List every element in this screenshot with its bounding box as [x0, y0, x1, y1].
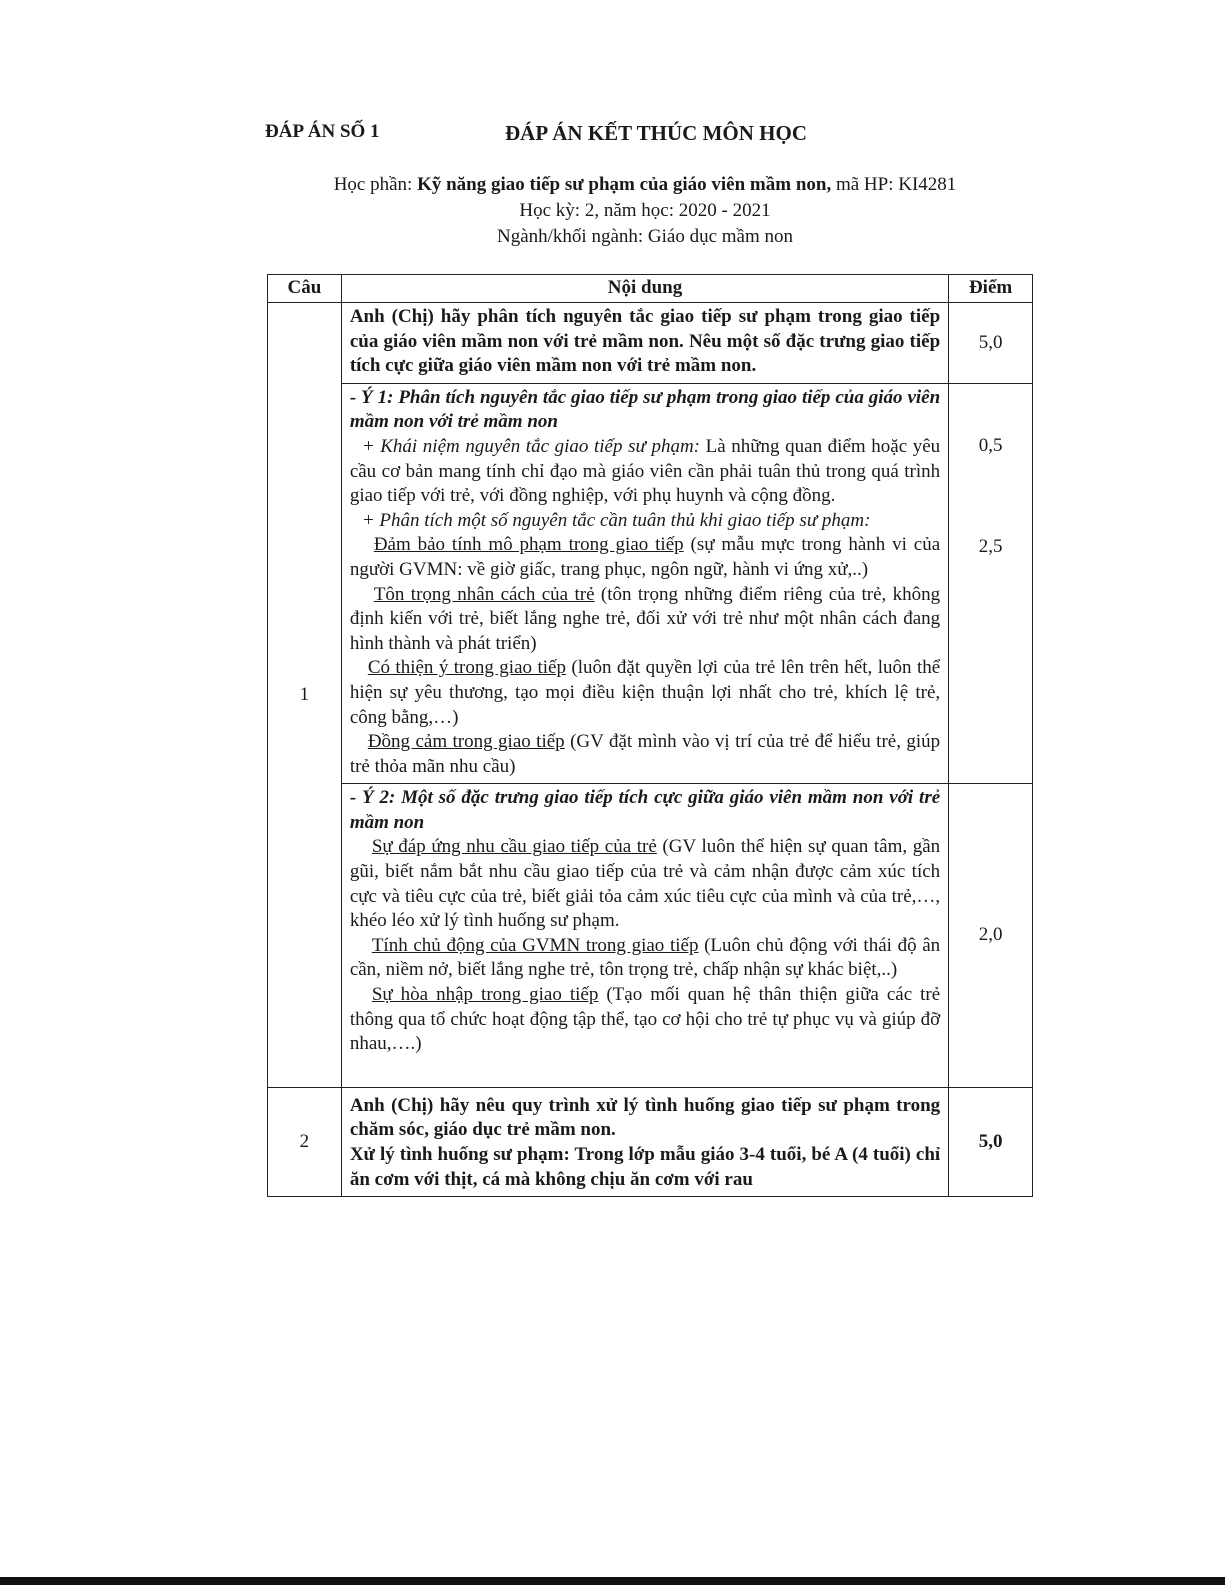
- analysis-points: 2,5: [978, 536, 1003, 558]
- trait-head: Sự đáp ứng nhu cầu giao tiếp của trẻ: [371, 836, 657, 858]
- table-row: [268, 303, 1033, 384]
- trait-body: (Luôn chủ động với thái độ ân cần, niềm nở, biết lắng nghe trẻ, tôn trọng trẻ, chấp nhận sự khác biệt,..): [349, 934, 941, 981]
- table-row: [268, 1087, 1033, 1196]
- analysis-label: + Phân tích một số nguyên tắc cần tuân thủ khi giao tiếp sư phạm:: [361, 509, 871, 531]
- major-line: Ngành/khối ngành: Giáo dục mầm non: [496, 226, 794, 247]
- question-number: 2: [268, 1087, 342, 1196]
- concept-points: 0,5: [978, 434, 1003, 456]
- question-2-cell: [341, 1087, 948, 1196]
- principle-head: Tôn trọng nhân cách của trẻ: [373, 583, 595, 605]
- header-noi-dung: Nội dung: [341, 275, 948, 303]
- part-2-title: - Ý 2: Một số đặc trưng giao tiếp tích cực giữa giáo viên mầm non với trẻ mầm non: [349, 787, 941, 833]
- list-item: [350, 983, 940, 1057]
- question-2-points: 5,0: [949, 1087, 1033, 1196]
- answer-table: [267, 274, 1033, 1197]
- table-row: [268, 784, 1033, 1088]
- table-header-row: [268, 275, 1033, 303]
- list-item: [350, 835, 940, 933]
- course-line: [270, 174, 1020, 196]
- part-1-points: [949, 383, 1033, 784]
- list-item: [350, 656, 940, 730]
- trait-head: Sự hòa nhập trong giao tiếp: [371, 984, 599, 1006]
- trait-head: Tính chủ động của GVMN trong giao tiếp: [371, 934, 699, 956]
- course-code: mã HP: KI4281: [831, 174, 957, 195]
- header-diem: Điểm: [949, 275, 1033, 303]
- list-item: [350, 533, 940, 582]
- principle-head: Có thiện ý trong giao tiếp: [367, 657, 566, 679]
- question-2-text: Anh (Chị) hãy nêu quy trình xử lý tình huống giao tiếp sư phạm trong chăm sóc, giáo dục trẻ mầm non.: [349, 1094, 941, 1141]
- scan-edge-line: [0, 1577, 1225, 1585]
- document-title: ĐÁP ÁN KẾT THÚC MÔN HỌC: [505, 121, 807, 145]
- concept-text: Là những quan điểm hoặc yêu cầu cơ bản mang tính chỉ đạo mà giáo viên cần phải tuân thủ trong quá trình giao tiếp với trẻ, với đồng nghiệp, với phụ huynh và cộng đồng.: [349, 435, 941, 507]
- semester-line: Học kỳ: 2, năm học: 2020 - 2021: [519, 200, 771, 221]
- principle-body: (GV đặt mình vào vị trí của trẻ để hiểu trẻ, giúp trẻ thỏa mãn nhu cầu): [349, 731, 941, 777]
- concept-paragraph: [350, 435, 940, 509]
- list-item: [350, 934, 940, 983]
- principle-head: Đồng cảm trong giao tiếp: [367, 731, 565, 753]
- trait-body: (Tạo mối quan hệ thân thiện giữa các trẻ thông qua tổ chức hoạt động tập thể, tạo cơ hội cho trẻ tự phục vụ và giúp đỡ nhau,….): [349, 984, 941, 1055]
- course-name: Kỹ năng giao tiếp sư phạm của giáo viên mầm non,: [417, 174, 832, 195]
- header-cau: Câu: [268, 275, 342, 303]
- course-prefix: Học phần:: [333, 174, 418, 195]
- principle-body: (tôn trọng những điểm riêng của trẻ, không định kiến với trẻ, biết lắng nghe trẻ, đối xử với trẻ như một nhân cách đang hình thành và phát triển): [349, 583, 941, 654]
- table-row: [268, 383, 1033, 784]
- question-points: 5,0: [949, 303, 1033, 384]
- principle-body: (sự mẫu mực trong hành vi của người GVMN: về giờ giấc, trang phục, ngôn ngữ, hành vi ứng xử,..): [349, 534, 941, 580]
- answer-part-1: [341, 383, 948, 784]
- list-item: [350, 583, 940, 657]
- concept-label: + Khái niệm nguyên tắc giao tiếp sư phạm:: [361, 435, 700, 457]
- trait-body: (GV luôn thể hiện sự quan tâm, gần gũi, biết nắm bắt nhu cầu giao tiếp của trẻ và cảm nhận được cảm xúc tích cực và tiêu cực của trẻ, biết giải tỏa cảm xúc tiêu cực của mình và của trẻ,…, khéo léo xử lý tình huống sư phạm.: [349, 836, 941, 932]
- question-number: 1: [268, 303, 342, 1088]
- principle-head: Đảm bảo tính mô phạm trong giao tiếp: [373, 534, 684, 556]
- list-item: [350, 730, 940, 779]
- question-2-situation: Xử lý tình huống sư phạm: Trong lớp mẫu giáo 3-4 tuổi, bé A (4 tuổi) chỉ ăn cơm với thịt, cá mà không chịu ăn cơm với rau: [349, 1144, 941, 1190]
- question-text: Anh (Chị) hãy phân tích nguyên tắc giao tiếp sư phạm trong giao tiếp của giáo viên mầm non với trẻ mầm non. Nêu một số đặc trưng giao tiếp tích cực giữa giáo viên mầm non với trẻ mầm non.: [341, 303, 948, 384]
- part-2-points: 2,0: [949, 784, 1033, 1088]
- principle-body: (luôn đặt quyền lợi của trẻ lên trên hết, luôn thể hiện sự yêu thương, tạo mọi điều kiện thuận lợi nhất cho trẻ, khích lệ trẻ, công bằng,…): [349, 657, 941, 728]
- part-1-title: - Ý 1: Phân tích nguyên tắc giao tiếp sư phạm trong giao tiếp của giáo viên mầm non với trẻ mầm non: [349, 386, 941, 433]
- answer-key-code: ĐÁP ÁN SỐ 1: [265, 121, 380, 142]
- answer-part-2: [341, 784, 948, 1088]
